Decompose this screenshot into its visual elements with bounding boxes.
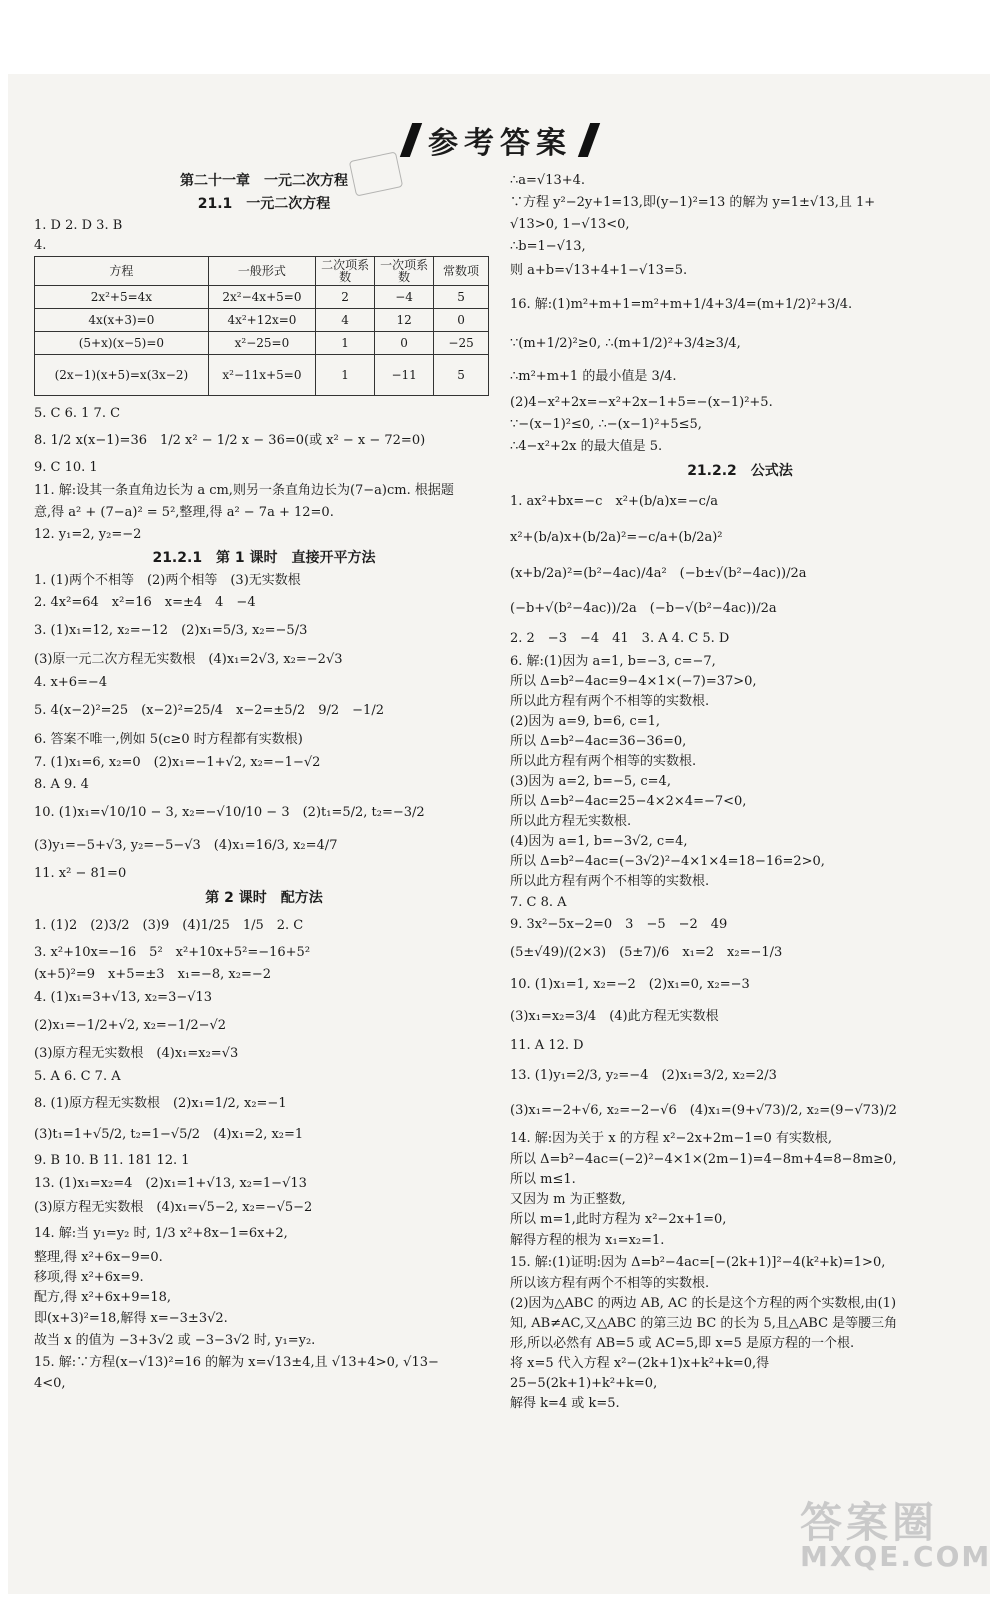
answer-line: 3. x²+10x=−16 5² x²+10x+5²=−16+5²	[34, 945, 311, 960]
answer-line: 故当 x 的值为 −3+3√2 或 −3−3√2 时, y₁=y₂.	[34, 1333, 316, 1348]
answer-block	[510, 170, 970, 458]
answer-line: (3)原一元二次方程无实数根 (4)x₁=2√3, x₂=−2√3	[34, 652, 343, 667]
answer-line: 移项,得 x²+6x=9.	[34, 1270, 144, 1285]
table-cell: 5	[434, 355, 489, 396]
answer-line: 4<0,	[34, 1376, 66, 1391]
answer-line: 5. 4(x−2)²=25 (x−2)²=25/4 x−2=±5/2 9/2 −1/2	[34, 703, 384, 718]
answer-line: (2)x₁=−1/2+√2, x₂=−1/2−√2	[34, 1018, 227, 1033]
answer-line: 11. A 12. D	[510, 1038, 584, 1053]
answer-line: 所以 Δ=b²−4ac=(−3√2)²−4×1×4=18−16=2>0,	[510, 854, 825, 869]
table-cell: 5	[434, 286, 489, 309]
title-text: 参考答案	[428, 126, 572, 161]
title-slash-right	[578, 123, 600, 157]
answer-line: 13. (1)x₁=x₂=4 (2)x₁=1+√13, x₂=1−√13	[34, 1176, 307, 1191]
answer-line: 6. 答案不唯一,例如 5(c≥0 时方程都有实数根)	[34, 732, 303, 747]
answer-line: 9. B 10. B 11. 181 12. 1	[34, 1153, 190, 1168]
answer-line: 所以 m=1,此时方程为 x²−2x+1=0,	[510, 1212, 727, 1227]
answer-line: 12. y₁=2, y₂=−2	[34, 527, 142, 542]
answer-line: 整理,得 x²+6x−9=0.	[34, 1250, 163, 1265]
answer-line: 4.	[34, 238, 47, 253]
answer-line: 2. 4x²=64 x²=16 x=±4 4 −4	[34, 595, 256, 610]
answer-line: 1. (1)2 (2)3/2 (3)9 (4)1/25 1/5 2. C	[34, 918, 304, 933]
table-cell: −4	[375, 286, 434, 309]
answer-line: 14. 解:因为关于 x 的方程 x²−2x+2m−1=0 有实数根,	[510, 1131, 833, 1146]
answer-line: 所以 m≤1.	[510, 1172, 576, 1187]
answer-line: 8. (1)原方程无实数根 (2)x₁=1/2, x₂=−1	[34, 1096, 287, 1111]
page-title	[380, 120, 620, 160]
table-row	[35, 286, 489, 309]
table-row	[35, 332, 489, 355]
answer-line: 10. (1)x₁=√10/10 − 3, x₂=−√10/10 − 3 (2)t₁=5/2, t₂=−3/2	[34, 805, 425, 820]
answer-line: 8. A 9. 4	[34, 777, 89, 792]
answer-line: (3)因为 a=2, b=−5, c=4,	[510, 774, 671, 789]
table-cell: 1	[316, 332, 375, 355]
answer-line: (x+b/2a)²=(b²−4ac)/4a² (−b±√(b²−4ac))/2a	[510, 566, 807, 581]
answer-line: (3)x₁=x₂=3/4 (4)此方程无实数根	[510, 1009, 719, 1024]
table-cell: 12	[375, 309, 434, 332]
answer-line: 所以此方程有两个不相等的实数根.	[510, 874, 710, 889]
answer-line: (3)t₁=1+√5/2, t₂=1−√5/2 (4)x₁=2, x₂=1	[34, 1127, 304, 1142]
answer-line: 又因为 m 为正整数,	[510, 1192, 626, 1207]
right-column	[510, 170, 970, 1414]
section-heading-21-2-2: 21.2.2 公式法	[687, 463, 793, 479]
answer-line: 所以该方程有两个不相等的实数根.	[510, 1276, 710, 1291]
answer-line: 15. 解:∵方程(x−√13)²=16 的解为 x=√13±4,且 √13+4>0, √13−	[34, 1355, 439, 1370]
section-heading-21-2-1: 21.2.1 第 1 课时 直接开平方法	[152, 550, 376, 566]
answer-line: (3)y₁=−5+√3, y₂=−5−√3 (4)x₁=16/3, x₂=4/7	[34, 838, 338, 853]
left-column	[34, 170, 494, 1394]
answer-line: 11. 解:设其一条直角边长为 a cm,则另一条直角边长为(7−a)cm. 根据题	[34, 483, 454, 498]
answer-line: (2)4−x²+2x=−x²+2x−1+5=−(x−1)²+5.	[510, 395, 773, 410]
title-slash-left	[400, 123, 422, 157]
table-cell: 0	[434, 309, 489, 332]
answer-line: 15. 解:(1)证明:因为 Δ=b²−4ac=[−(2k+1)]²−4(k²+k)=1>0,	[510, 1255, 886, 1270]
answer-line: 所以此方程有两个不相等的实数根.	[510, 694, 710, 709]
table-cell: (5+x)(x−5)=0	[35, 332, 209, 355]
table-header: 一般形式	[208, 257, 315, 286]
answer-line: (2)因为△ABC 的两边 AB, AC 的长是这个方程的两个实数根,由(1)	[510, 1296, 897, 1311]
watermark-url: MXQE.COM	[800, 1540, 992, 1573]
answer-line: (4)因为 a=1, b=−3√2, c=4,	[510, 834, 688, 849]
answer-line: 13. (1)y₁=2/3, y₂=−4 (2)x₁=3/2, x₂=2/3	[510, 1068, 777, 1083]
answer-line: 7. C 8. A	[510, 895, 567, 910]
table-cell: x²−25=0	[208, 332, 315, 355]
answer-line: 则 a+b=√13+4+1−√13=5.	[510, 263, 688, 278]
answer-block	[34, 570, 494, 886]
answer-line: 所以 Δ=b²−4ac=(−2)²−4×1×(2m−1)=4−8m+4=8−8m≥0,	[510, 1152, 897, 1167]
answer-line: ∴4−x²+2x 的最大值是 5.	[510, 439, 663, 454]
answer-line: 知, AB≠AC,又△ABC 的第三边 BC 的长为 5,且△ABC 是等腰三角	[510, 1316, 898, 1331]
answer-line: 8. 1/2 x(x−1)=36 1/2 x² − 1/2 x − 36=0(或 x² − x − 72=0)	[34, 433, 426, 448]
table-cell: 2x²+5=4x	[35, 286, 209, 309]
answer-line: (5±√49)/(2×3) (5±7)/6 x₁=2 x₂=−1/3	[510, 945, 783, 960]
table-header: 方程	[35, 257, 209, 286]
answer-line: ∵方程 y²−2y+1=13,即(y−1)²=13 的解为 y=1±√13,且 1+	[510, 195, 876, 210]
answer-line: 9. C 10. 1	[34, 460, 98, 475]
answer-line: 11. x² − 81=0	[34, 866, 127, 881]
section-heading-21-1: 21.1 一元二次方程	[197, 196, 331, 212]
table-row	[35, 355, 489, 396]
answer-line: 1. (1)两个不相等 (2)两个相等 (3)无实数根	[34, 573, 301, 588]
answer-line: 1. ax²+bx=−c x²+(b/a)x=−c/a	[510, 494, 719, 509]
table-cell: 4x(x+3)=0	[35, 309, 209, 332]
answer-line: 所以 Δ=b²−4ac=9−4×1×(−7)=37>0,	[510, 674, 757, 689]
answer-line: x²+(b/a)x+(b/2a)²=−c/a+(b/2a)²	[510, 530, 723, 545]
table-cell: x²−11x+5=0	[208, 355, 315, 396]
answer-line: 5. C 6. 1 7. C	[34, 406, 121, 421]
answer-line: 所以 Δ=b²−4ac=25−4×2×4=−7<0,	[510, 794, 747, 809]
answer-line: 3. (1)x₁=12, x₂=−12 (2)x₁=5/3, x₂=−5/3	[34, 623, 308, 638]
answer-line: 2. 2 −3 −4 41 3. A 4. C 5. D	[510, 631, 730, 646]
table-cell: 4x²+12x=0	[208, 309, 315, 332]
equation-table	[34, 256, 489, 396]
answer-line: 解得 k=4 或 k=5.	[510, 1396, 620, 1411]
answer-line: (x+5)²=9 x+5=±3 x₁=−8, x₂=−2	[34, 967, 272, 982]
answer-line: 14. 解:当 y₁=y₂ 时, 1/3 x²+8x−1=6x+2,	[34, 1226, 288, 1241]
answer-line: 形,所以必然有 AB=5 或 AC=5,即 x=5 是原方程的一个根.	[510, 1336, 855, 1351]
answer-line: (−b+√(b²−4ac))/2a (−b−√(b²−4ac))/2a	[510, 601, 777, 616]
table-cell: −25	[434, 332, 489, 355]
table-header-row	[35, 257, 489, 286]
answer-block	[510, 484, 970, 1414]
table-header: 二次项系数	[316, 257, 375, 286]
chapter-heading: 第二十一章 一元二次方程	[180, 173, 348, 189]
table-cell: (2x−1)(x+5)=x(3x−2)	[35, 355, 209, 396]
table-cell: 0	[375, 332, 434, 355]
answer-line: 1. D 2. D 3. B	[34, 218, 123, 233]
answer-line: ∵(m+1/2)²≥0, ∴(m+1/2)²+3/4≥3/4,	[510, 336, 741, 351]
answer-line: 16. 解:(1)m²+m+1=m²+m+1/4+3/4=(m+1/2)²+3/4.	[510, 297, 853, 312]
table-row	[35, 309, 489, 332]
answer-line: 所以 Δ=b²−4ac=36−36=0,	[510, 734, 687, 749]
answer-line: 9. 3x²−5x−2=0 3 −5 −2 49	[510, 917, 728, 932]
answer-line: 6. 解:(1)因为 a=1, b=−3, c=−7,	[510, 654, 716, 669]
table-cell: 2	[316, 286, 375, 309]
table-header: 常数项	[434, 257, 489, 286]
answer-line: 4. (1)x₁=3+√13, x₂=3−√13	[34, 990, 213, 1005]
answer-line: 即(x+3)²=18,解得 x=−3±3√2.	[34, 1311, 228, 1326]
answer-line: 10. (1)x₁=1, x₂=−2 (2)x₁=0, x₂=−3	[510, 977, 750, 992]
answer-line: √13>0, 1−√13<0,	[510, 217, 630, 232]
answer-line: 将 x=5 代入方程 x²−(2k+1)x+k²+k=0,得	[510, 1356, 770, 1371]
answer-line: 所以此方程无实数根.	[510, 814, 632, 829]
answer-line: ∴b=1−√13,	[510, 239, 586, 254]
table-header: 一次项系数	[375, 257, 434, 286]
table-cell: −11	[375, 355, 434, 396]
table-cell: 4	[316, 309, 375, 332]
answer-block	[34, 910, 494, 1394]
table-cell: 1	[316, 355, 375, 396]
answer-line: ∵−(x−1)²≤0, ∴−(x−1)²+5≤5,	[510, 417, 702, 432]
answer-line: 25−5(2k+1)+k²+k=0,	[510, 1376, 658, 1391]
answer-line: (3)x₁=−2+√6, x₂=−2−√6 (4)x₁=(9+√73)/2, x₂=(9−√73)/2	[510, 1103, 897, 1118]
answer-line: 解得方程的根为 x₁=x₂=1.	[510, 1233, 665, 1248]
answer-line: (3)原方程无实数根 (4)x₁=√5−2, x₂=−√5−2	[34, 1200, 313, 1215]
answer-line: ∴m²+m+1 的最小值是 3/4.	[510, 369, 677, 384]
answer-line: 7. (1)x₁=6, x₂=0 (2)x₁=−1+√2, x₂=−1−√2	[34, 755, 321, 770]
answer-line: 5. A 6. C 7. A	[34, 1069, 121, 1084]
answer-line: (3)原方程无实数根 (4)x₁=x₂=√3	[34, 1046, 239, 1061]
answer-line: 配方,得 x²+6x+9=18,	[34, 1290, 172, 1305]
section-heading-peifang: 第 2 课时 配方法	[205, 890, 323, 906]
answer-line: 意,得 a² + (7−a)² = 5²,整理,得 a² − 7a + 12=0.	[34, 505, 334, 520]
answer-line: 所以此方程有两个相等的实数根.	[510, 754, 697, 769]
answer-line: (2)因为 a=9, b=6, c=1,	[510, 714, 661, 729]
answer-block	[34, 402, 494, 546]
answer-line: 4. x+6=−4	[34, 675, 108, 690]
answer-line: ∴a=√13+4.	[510, 173, 586, 188]
table-cell: 2x²−4x+5=0	[208, 286, 315, 309]
watermark-logo: 答案圈	[800, 1498, 939, 1547]
